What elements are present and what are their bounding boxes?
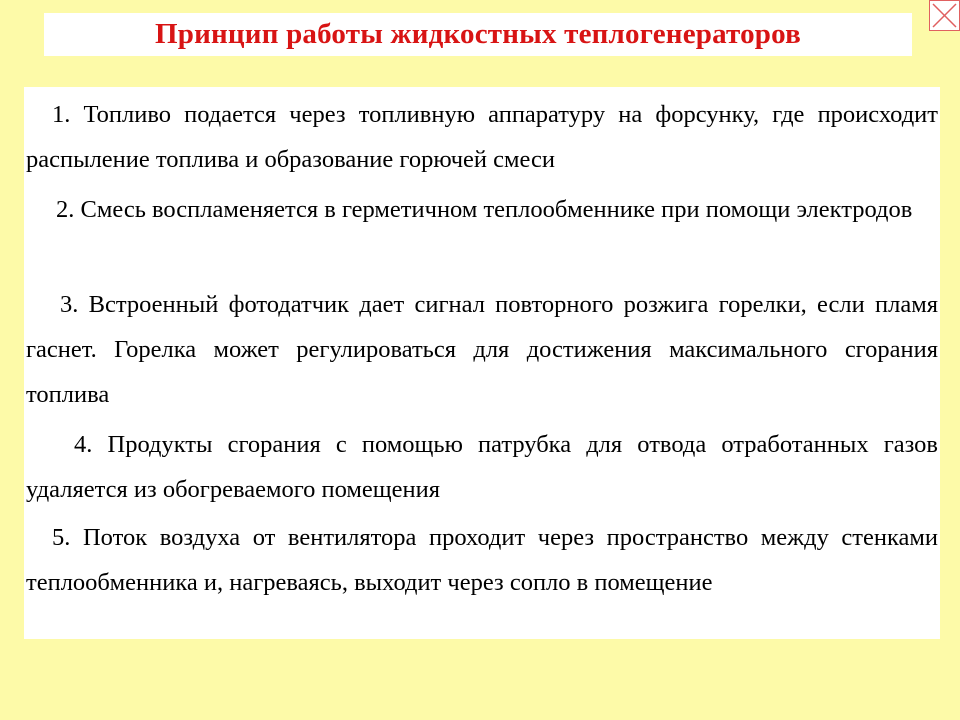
paragraph-step-1: 1. Топливо подается через топливную аппаратуру на форсунку, где происходит распыление топлива и образование горючей смеси — [26, 101, 938, 173]
content-panel — [24, 87, 940, 639]
title-box — [44, 13, 912, 56]
slide-mark-icon — [929, 0, 960, 31]
paragraph-step-4: 4. Продукты сгорания с помощью патрубка для отвода отработанных газов удаляется из обогреваемого помещения — [26, 431, 938, 503]
paragraph-step-3: 3. Встроенный фотодатчик дает сигнал повторного розжига горелки, если пламя гаснет. Горелка может регулироваться для достижения максимального сгорания топлива — [26, 291, 938, 408]
paragraph-step-2: 2. Смесь воспламеняется в герметичном теплообменнике при помощи электродов — [56, 196, 913, 223]
slide-title: Принцип работы жидкостных теплогенераторов — [155, 18, 801, 50]
paragraph-step-5: 5. Поток воздуха от вентилятора проходит через пространство между стенками теплообменника и, нагреваясь, выходит через сопло в помещение — [26, 524, 938, 596]
